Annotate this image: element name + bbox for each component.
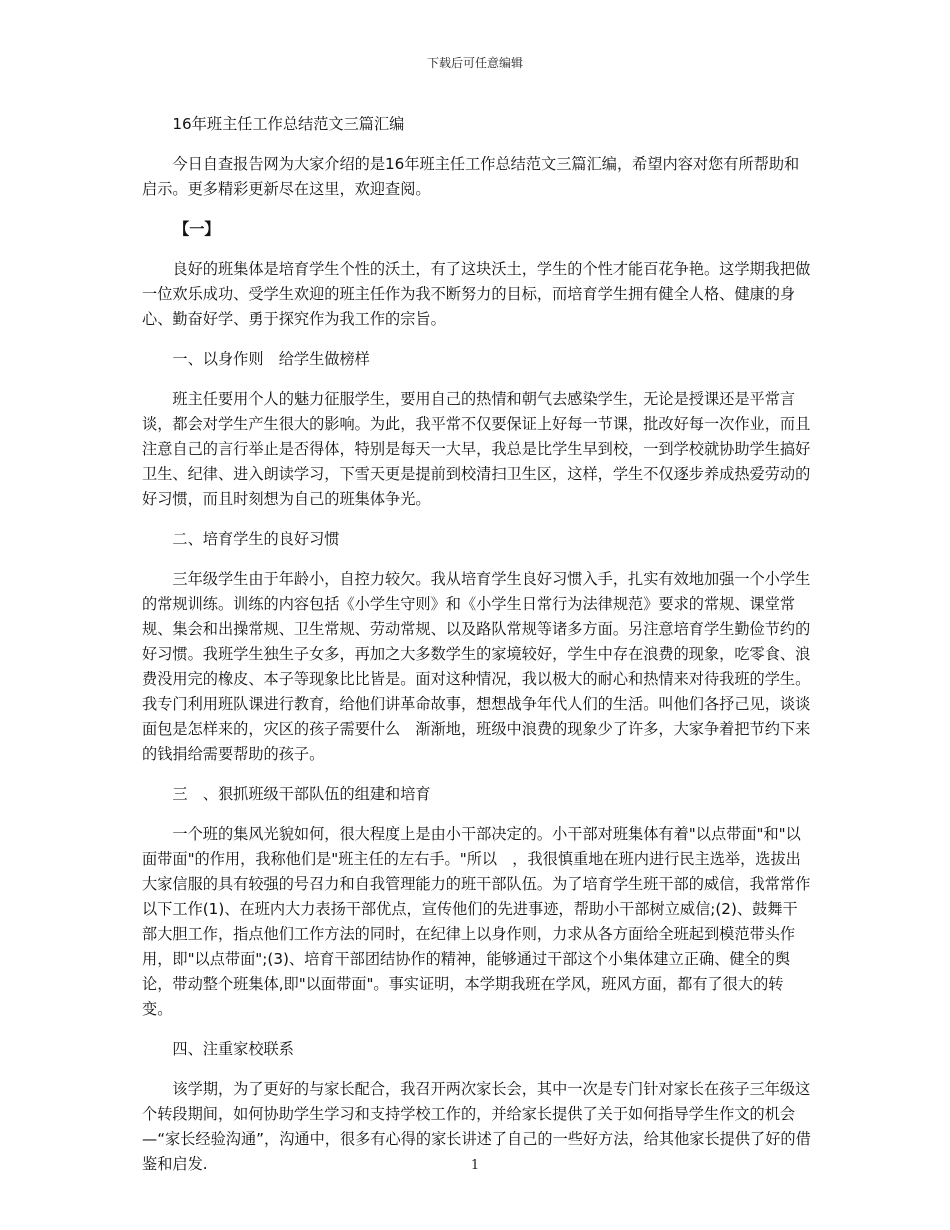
paragraph-2: 班主任要用个人的魅力征服学生，要用自己的热情和朝气去感染学生，无论是授课还是平常言谈，都会对学生产生很大的影响。为此，我平常不仅要保证上好每一节课，批改好每一次作业，而且注意自己的言行举止是否得体，特别是每天一大早，我总是比学生早到校，一到学校就协助学生搞好卫生、纪律、进入朗读学习，下雪天更是提前到校清扫卫生区，这样，学生不仅逐步养成热爱劳动的好习惯，而且时刻想为自己的班集体争光。 bbox=[142, 390, 811, 508]
page-number: 1 bbox=[470, 1158, 480, 1173]
heading-2: 二、培育学生的良好习惯 bbox=[172, 530, 340, 548]
paragraph-5: 该学期，为了更好的与家长配合，我召开两次家长会，其中一次是专门针对家长在孩子三年级这个转段期间，如何协助学生学习和支持学校工作的，并给家长提供了关于如何指导学生作文的机会—“家长经验沟通”，沟通中，很多有心得的家长讲述了自己的一些好方法，给其他家长提供了好的借鉴和启发. bbox=[142, 1080, 811, 1173]
intro-paragraph: 今日自查报告网为大家介绍的是16年班主任工作总结范文三篇汇编，希望内容对您有所帮助和启示。更多精彩更新尽在这里，欢迎查阅。 bbox=[142, 155, 800, 198]
section-marker: 【一】 bbox=[174, 220, 220, 238]
paragraph-4: 一个班的集风光貌如何，很大程度上是由小干部决定的。小干部对班集体有着"以点带面"和"以面带面"的作用，我称他们是"班主任的左右手。"所以 ，我很慎重地在班内进行民主选举，选拔出大家信服的具有较强的号召力和自我管理能力的班干部队伍。为了培育学生班干部的威信，我常常作以下工作(1)、在班内大力表扬干部优点，宣传他们的先进事迹，帮助小干部树立威信;(2)、鼓舞干部大胆工作，指点他们工作方法的同时，在纪律上以身作则，力求从各方面给全班起到模范带头作用，即"以点带面";(3)、培育干部团结协作的精神，能够通过干部这个小集体建立正确、健全的舆论，带动整个班集体,即"以面带面"。事实证明，本学期我班在学风，班风方面，都有了很大的转变。 bbox=[142, 825, 811, 1018]
paragraph-1: 良好的班集体是培育学生个性的沃土，有了这块沃土，学生的个性才能百花争艳。这学期我把做一位欢乐成功、受学生欢迎的班主任作为我不断努力的目标，而培育学生拥有健全人格、健康的身心、勤奋好学、勇于探究作为我工作的宗旨。 bbox=[142, 260, 811, 328]
heading-1: 一、以身作则 给学生做榜样 bbox=[172, 350, 370, 368]
document-body bbox=[142, 112, 812, 1192]
paragraph-3: 三年级学生由于年龄小，自控力较欠。我从培育学生良好习惯入手，扎实有效地加强一个小学生的常规训练。训练的内容包括《小学生守则》和《小学生日常行为法律规范》要求的常规、课堂常规、集会和出操常规、卫生常规、劳动常规、以及路队常规等诸多方面。另注意培育学生勤俭节约的好习惯。我班学生独生子女多，再加之大多数学生的家境较好，学生中存在浪费的现象，吃零食、浪费没用完的橡皮、本子等现象比比皆是。面对这种情况，我以极大的耐心和热情来对待我班的学生。我专门利用班队课进行教育，给他们讲革命故事，想想战争年代人们的生活。叫他们各抒己见，谈谈面包是怎样来的，灾区的孩子需要什么 渐渐地，班级中浪费的现象少了许多，大家争着把节约下来的钱捐给需要帮助的孩子。 bbox=[142, 570, 811, 763]
page-header-note: 下载后可任意编辑 bbox=[426, 56, 523, 70]
document-title: 16年班主任工作总结范文三篇汇编 bbox=[172, 115, 405, 133]
heading-4: 四、注重家校联系 bbox=[172, 1040, 294, 1058]
heading-3: 三 、狠抓班级干部队伍的组建和培育 bbox=[172, 785, 431, 803]
